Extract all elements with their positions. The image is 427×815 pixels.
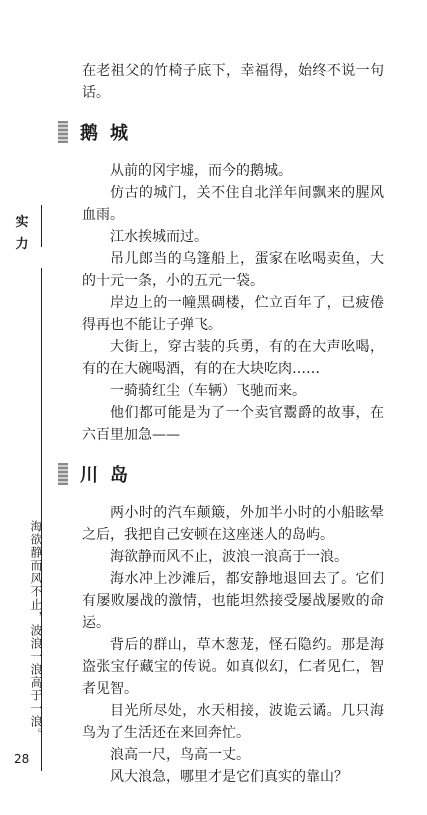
- paragraph: 海水冲上沙滩后，都安静地退回去了。它们有屡败屡战的激情，也能坦然接受屡战屡败的命运。: [82, 571, 384, 631]
- paragraph: 江水挨城而过。: [110, 229, 208, 245]
- sidebar-quote: 海欲静而风不止，波浪一浪高于一浪。: [29, 520, 43, 741]
- paragraph: 风大浪急，哪里才是它们真实的靠山？: [110, 769, 348, 785]
- paragraph: 目光所尽处，水天相接，波诡云谲。几只海鸟为了生活还在来回奔忙。: [82, 703, 384, 741]
- section-title: 鹅城: [80, 123, 140, 144]
- heading-bar-icon: [58, 121, 68, 143]
- paragraph: 岸边上的一幢黑碉楼，伫立百年了，已疲倦得再也不能让子弹飞。: [82, 295, 384, 333]
- section-title: 川岛: [80, 465, 140, 486]
- paragraph: 他们都可能是为了一个卖官鬻爵的故事，在六百里加急——: [82, 405, 384, 443]
- page-number: 28: [14, 752, 30, 766]
- sidebar-rule-top: [41, 205, 42, 247]
- paragraph: 仿古的城门，关不住自北洋年间飘来的腥风血雨。: [82, 185, 384, 223]
- paragraph: 大街上，穿古装的兵勇，有的在大声吆喝，有的在大碗喝酒，有的在大块吃肉……: [82, 339, 384, 377]
- heading-bar-icon: [58, 463, 68, 485]
- sidebar-title: 实力: [15, 215, 29, 252]
- intro-paragraph: 在老祖父的竹椅子底下，幸福得，始终不说一句话。: [82, 63, 384, 101]
- section-heading-2: [58, 452, 384, 496]
- paragraph: 两小时的汽车颠簸，外加半小时的小船眩晕之后，我把自己安顿在这座迷人的岛屿。: [82, 505, 384, 543]
- paragraph: 海欲静而风不止，波浪一浪高于一浪。: [110, 549, 348, 565]
- page-content: [82, 60, 384, 788]
- paragraph: 浪高一尺，鸟高一丈。: [110, 747, 250, 763]
- paragraph: 吊儿郎当的乌篷船上，蛋家在吆喝卖鱼，大的十元一条，小的五元一袋。: [82, 251, 384, 289]
- paragraph: 从前的冈宇墟，而今的鹅城。: [110, 163, 292, 179]
- paragraph: 背后的群山，草木葱茏，怪石隐约。那是海盗张宝仔藏宝的传说。如真似幻，仁者见仁，智者见智。: [82, 637, 384, 697]
- paragraph: 一骑骑红尘（车辆）飞驰而来。: [110, 383, 306, 399]
- section-heading-1: [58, 110, 384, 154]
